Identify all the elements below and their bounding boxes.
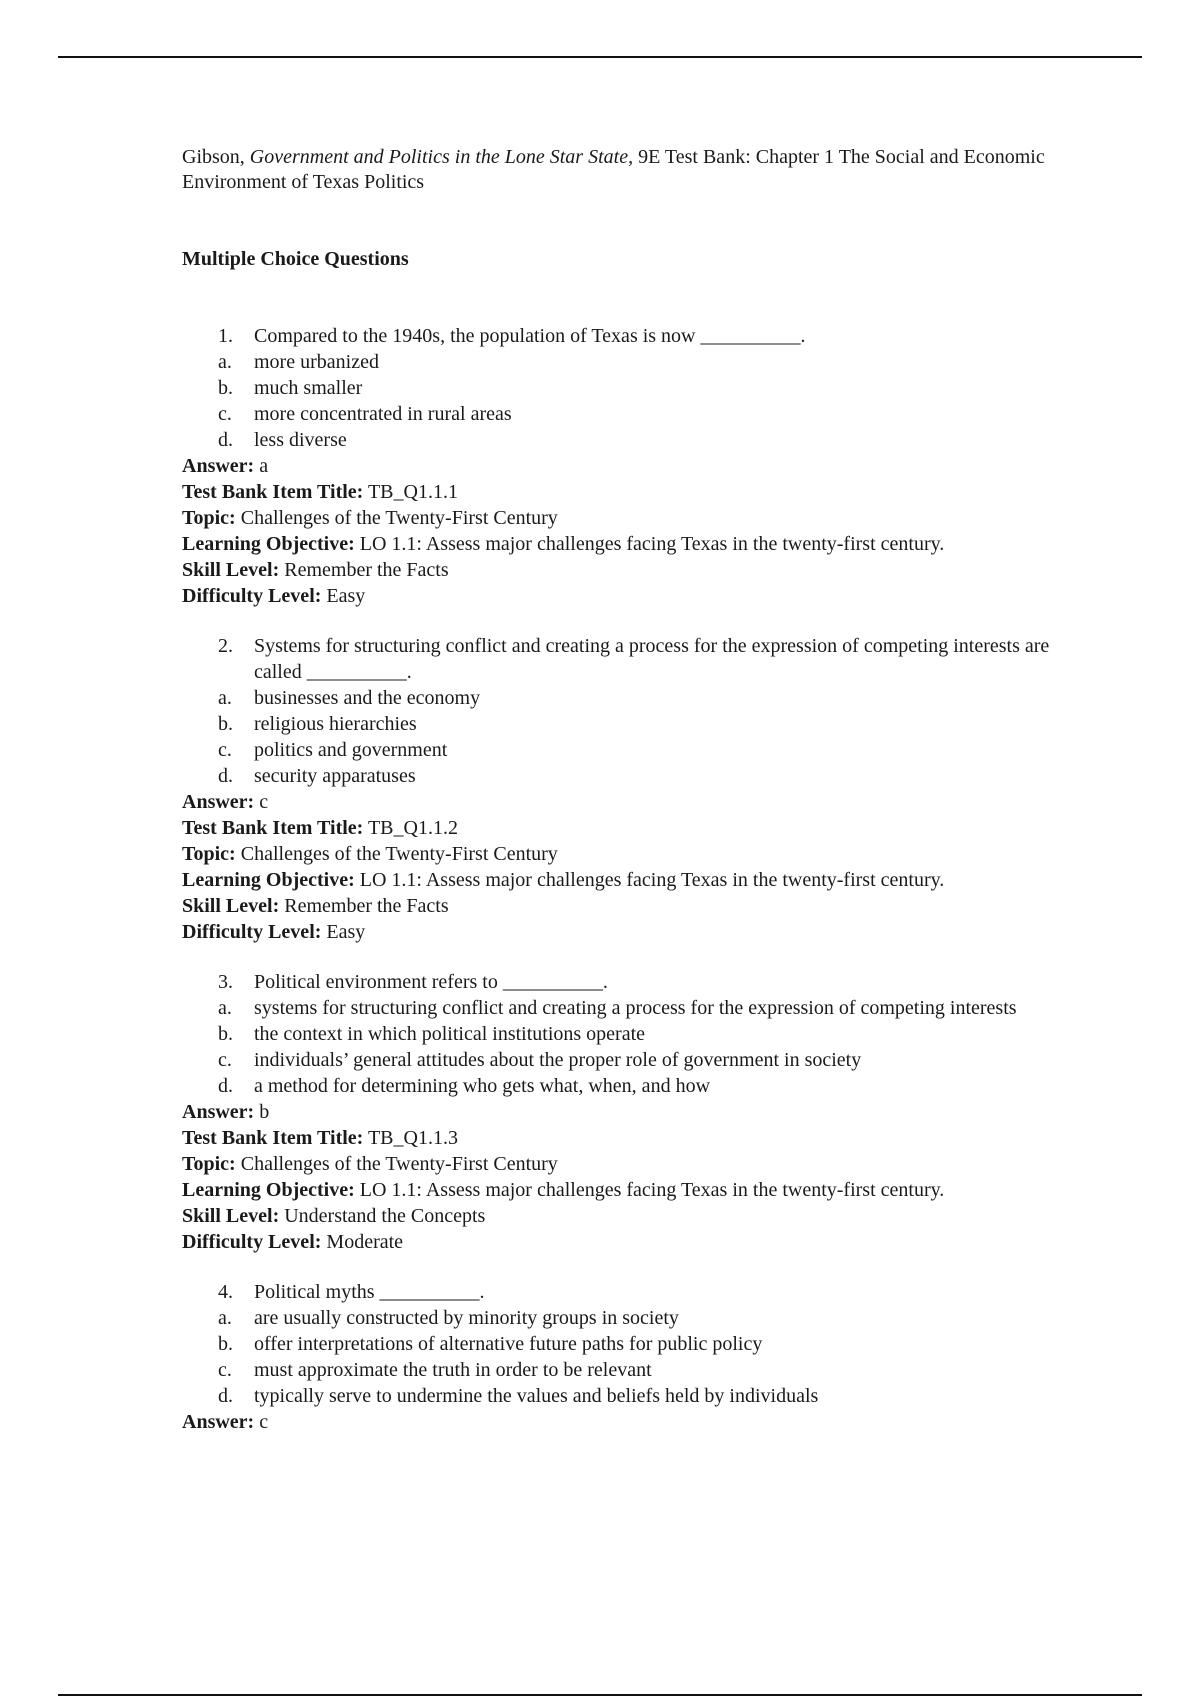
- option-letter: c.: [218, 739, 232, 761]
- topic-line: [182, 841, 1082, 867]
- question-number: 4.: [218, 1281, 233, 1303]
- option-c: [182, 737, 1082, 763]
- option-letter: d.: [218, 765, 233, 787]
- topic-line: [182, 505, 1082, 531]
- objective-value: LO 1.1: Assess major challenges facing Texas in the twenty-first century.: [359, 1179, 945, 1201]
- item-title-line: [182, 815, 1082, 841]
- question-stem: [182, 1279, 1082, 1305]
- option-letter: a.: [218, 997, 232, 1019]
- option-text: a method for determining who gets what, when, and how: [254, 1075, 711, 1097]
- objective-value: LO 1.1: Assess major challenges facing Texas in the twenty-first century.: [359, 869, 945, 891]
- answer-label: Answer:: [182, 455, 255, 477]
- item-title-label: Test Bank Item Title:: [182, 1127, 364, 1149]
- option-letter: d.: [218, 1385, 233, 1407]
- skill-label: Skill Level:: [182, 1205, 280, 1227]
- option-letter: b.: [218, 1023, 233, 1045]
- top-rule: [58, 56, 1142, 58]
- option-text: much smaller: [254, 377, 363, 399]
- option-b: [182, 375, 1082, 401]
- question-3: [182, 969, 1082, 1255]
- skill-value: Remember the Facts: [284, 559, 449, 581]
- option-text: security apparatuses: [254, 765, 416, 787]
- option-text: individuals’ general attitudes about the proper role of government in society: [254, 1049, 862, 1071]
- answer-line: [182, 1409, 1082, 1435]
- option-text: more concentrated in rural areas: [254, 403, 512, 425]
- skill-label: Skill Level:: [182, 895, 280, 917]
- objective-line: [182, 867, 1082, 893]
- difficulty-label: Difficulty Level:: [182, 1231, 322, 1253]
- objective-label: Learning Objective:: [182, 1179, 355, 1201]
- question-number: 2.: [218, 635, 233, 657]
- answer-line: [182, 453, 1082, 479]
- skill-line: [182, 557, 1082, 583]
- objective-line: [182, 531, 1082, 557]
- answer-line: [182, 789, 1082, 815]
- option-letter: a.: [218, 1307, 232, 1329]
- item-title-label: Test Bank Item Title:: [182, 481, 364, 503]
- section-heading: Multiple Choice Questions: [182, 248, 409, 270]
- option-letter: d.: [218, 429, 233, 451]
- question-text: Systems for structuring conflict and creating a process for the expression of competing interests are called __________.: [254, 635, 1050, 683]
- option-text: less diverse: [254, 429, 347, 451]
- option-text: typically serve to undermine the values and beliefs held by individuals: [254, 1385, 819, 1407]
- option-text: systems for structuring conflict and creating a process for the expression of competing interests: [254, 997, 1017, 1019]
- option-text: must approximate the truth in order to be relevant: [254, 1359, 652, 1381]
- question-stem: [182, 969, 1082, 995]
- question-stem: [182, 633, 1082, 685]
- question-4: [182, 1279, 1082, 1435]
- document-title: [182, 145, 1082, 195]
- difficulty-label: Difficulty Level:: [182, 921, 322, 943]
- option-letter: b.: [218, 1333, 233, 1355]
- question-list: [182, 323, 1082, 1435]
- topic-label: Topic:: [182, 1153, 236, 1175]
- option-a: [182, 685, 1082, 711]
- item-title-value: TB_Q1.1.1: [367, 481, 458, 503]
- option-text: the context in which political institutions operate: [254, 1023, 646, 1045]
- topic-label: Topic:: [182, 843, 236, 865]
- item-title-line: [182, 1125, 1082, 1151]
- option-d: [182, 763, 1082, 789]
- option-letter: b.: [218, 377, 233, 399]
- question-number: 3.: [218, 971, 233, 993]
- option-letter: a.: [218, 351, 232, 373]
- option-c: [182, 401, 1082, 427]
- option-a: [182, 349, 1082, 375]
- item-title-label: Test Bank Item Title:: [182, 817, 364, 839]
- answer-label: Answer:: [182, 1101, 255, 1123]
- answer-value: c: [259, 1411, 269, 1433]
- skill-label: Skill Level:: [182, 559, 280, 581]
- question-number: 1.: [218, 325, 233, 347]
- option-letter: b.: [218, 713, 233, 735]
- option-letter: c.: [218, 403, 232, 425]
- skill-value: Remember the Facts: [284, 895, 449, 917]
- option-letter: c.: [218, 1359, 232, 1381]
- objective-label: Learning Objective:: [182, 533, 355, 555]
- option-text: businesses and the economy: [254, 687, 481, 709]
- skill-line: [182, 893, 1082, 919]
- topic-line: [182, 1151, 1082, 1177]
- option-b: [182, 711, 1082, 737]
- option-c: [182, 1047, 1082, 1073]
- answer-value: b: [259, 1101, 270, 1123]
- document-page: [182, 145, 1082, 1459]
- skill-line: [182, 1203, 1082, 1229]
- objective-label: Learning Objective:: [182, 869, 355, 891]
- topic-value: Challenges of the Twenty-First Century: [240, 507, 558, 529]
- item-title-value: TB_Q1.1.3: [367, 1127, 458, 1149]
- answer-label: Answer:: [182, 1411, 255, 1433]
- objective-line: [182, 1177, 1082, 1203]
- answer-value: a: [259, 455, 269, 477]
- skill-value: Understand the Concepts: [284, 1205, 486, 1227]
- question-text: Compared to the 1940s, the population of Texas is now __________.: [254, 325, 806, 347]
- option-text: more urbanized: [254, 351, 379, 373]
- topic-label: Topic:: [182, 507, 236, 529]
- difficulty-value: Easy: [326, 585, 366, 607]
- option-text: religious hierarchies: [254, 713, 417, 735]
- question-text: Political environment refers to __________.: [254, 971, 608, 993]
- option-a: [182, 1305, 1082, 1331]
- question-stem: [182, 323, 1082, 349]
- option-letter: d.: [218, 1075, 233, 1097]
- option-text: offer interpretations of alternative future paths for public policy: [254, 1333, 763, 1355]
- option-letter: a.: [218, 687, 232, 709]
- question-1: [182, 323, 1082, 609]
- question-2: [182, 633, 1082, 945]
- difficulty-value: Easy: [326, 921, 366, 943]
- option-d: [182, 1383, 1082, 1409]
- option-text: politics and government: [254, 739, 448, 761]
- option-c: [182, 1357, 1082, 1383]
- answer-label: Answer:: [182, 791, 255, 813]
- option-text: are usually constructed by minority groups in society: [254, 1307, 679, 1329]
- answer-line: [182, 1099, 1082, 1125]
- option-d: [182, 1073, 1082, 1099]
- item-title-line: [182, 479, 1082, 505]
- question-text: Political myths __________.: [254, 1281, 485, 1303]
- title-prefix: Gibson,: [182, 146, 250, 168]
- objective-value: LO 1.1: Assess major challenges facing Texas in the twenty-first century.: [359, 533, 945, 555]
- option-b: [182, 1021, 1082, 1047]
- option-b: [182, 1331, 1082, 1357]
- book-title: Government and Politics in the Lone Star State: [249, 146, 629, 168]
- item-title-value: TB_Q1.1.2: [367, 817, 458, 839]
- difficulty-label: Difficulty Level:: [182, 585, 322, 607]
- answer-value: c: [259, 791, 269, 813]
- difficulty-line: [182, 583, 1082, 609]
- option-a: [182, 995, 1082, 1021]
- option-d: [182, 427, 1082, 453]
- difficulty-line: [182, 919, 1082, 945]
- topic-value: Challenges of the Twenty-First Century: [240, 843, 558, 865]
- title-suffix: , 9E Test Bank: Chapter 1 The Social and Economic Environment of Texas Politics: [182, 146, 1045, 193]
- difficulty-value: Moderate: [326, 1231, 404, 1253]
- option-letter: c.: [218, 1049, 232, 1071]
- difficulty-line: [182, 1229, 1082, 1255]
- bottom-rule: [58, 1694, 1142, 1696]
- topic-value: Challenges of the Twenty-First Century: [240, 1153, 558, 1175]
